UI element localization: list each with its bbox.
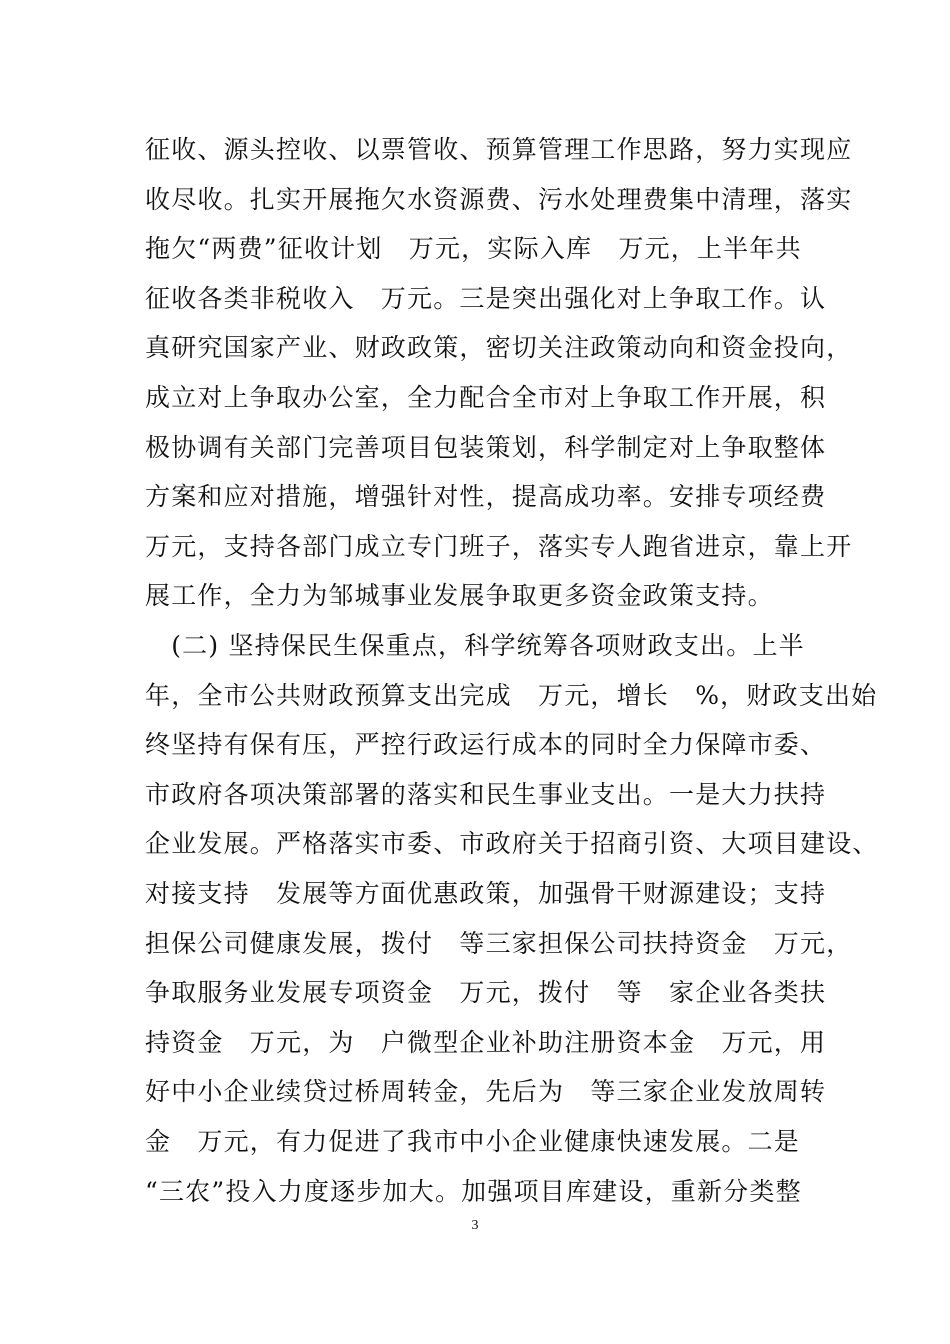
text-line: 市政府各项决策部署的落实和民生事业支出。一是大力扶持 (145, 779, 827, 809)
text-line: 收尽收。扎实开展拖欠水资源费、污水处理费集中清理，落实 (145, 184, 853, 214)
text-line: 对接支持 发展等方面优惠政策，加强骨干财源建设；支持 (145, 879, 827, 908)
text-line: 企业发展。严格落实市委、市政府关于招商引资、大项目建设、 (145, 829, 879, 859)
text-line: “三农”投入力度逐步加大。加强项目库建设，重新分类整 (145, 1176, 802, 1206)
page-number: 3 (471, 1218, 479, 1233)
text-line: (二) 坚持保民生保重点，科学统筹各项财政支出。上半 (145, 631, 805, 660)
text-line: 征收各类非税收入 万元。三是突出强化对上争取工作。认 (145, 283, 827, 313)
text-line: 方案和应对措施，增强针对性，提高成功率。安排专项经费 (145, 482, 827, 512)
text-line: 成立对上争取办公室，全力配合全市对上争取工作开展，积 (145, 383, 827, 412)
text-line: 拖欠“两费”征收计划 万元，实际入库 万元，上半年共 (145, 234, 802, 264)
text-line: 年，全市公共财政预算支出完成 万元，增长 %，财政支出始 (145, 680, 878, 710)
text-line: 金 万元，有力促进了我市中小企业健康快速发展。二是 (145, 1127, 801, 1156)
text-line: 争取服务业发展专项资金 万元，拨付 等 家企业各类扶 (145, 978, 827, 1008)
text-line: 征收、源头控收、以票管收、预算管理工作思路，努力实现应 (145, 135, 853, 164)
text-line: 真研究国家产业、财政政策，密切关注政策动向和资金投向， (145, 333, 853, 363)
text-line: 展工作，全力为邹城事业发展争取更多资金政策支持。 (145, 581, 774, 611)
text-line: 担保公司健康发展，拨付 等三家担保公司扶持资金 万元， (145, 928, 853, 958)
text-line: 好中小企业续贷过桥周转金，先后为 等三家企业发放周转 (145, 1077, 827, 1107)
text-line: 持资金 万元，为 户微型企业补助注册资本金 万元，用 (145, 1027, 827, 1057)
text-line: 万元，支持各部门成立专门班子，落实专人跑省进京，靠上开 (145, 531, 853, 561)
text-line: 终坚持有保有压，严控行政运行成本的同时全力保障市委、 (145, 730, 827, 760)
text-line: 极协调有关部门完善项目包装策划，科学制定对上争取整体 (145, 432, 827, 462)
